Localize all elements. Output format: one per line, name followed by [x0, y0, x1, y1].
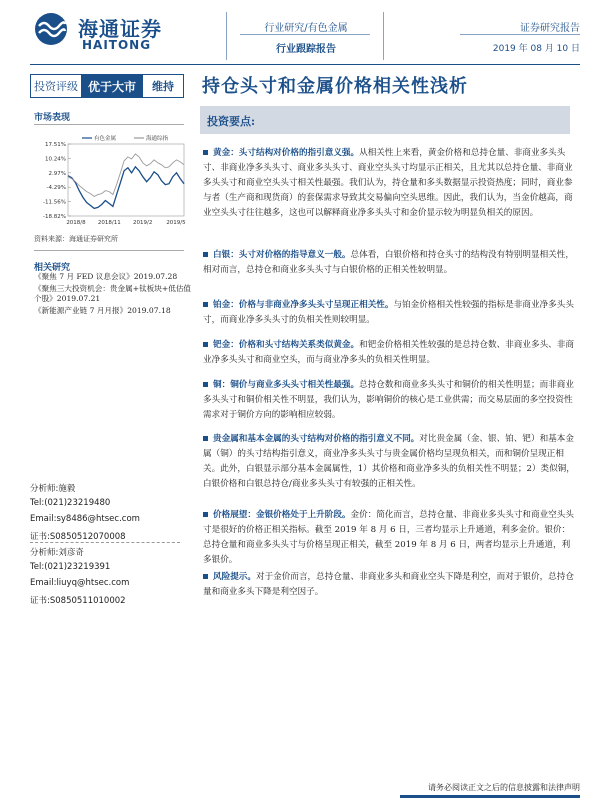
research-label: 证券研究报告 [520, 23, 580, 34]
market-chart [34, 132, 190, 228]
series-line [68, 154, 184, 197]
report-category: 行业研究/有色金属 [264, 23, 348, 34]
keypoint-head: 钯金：价格和头寸结构关系类似黄金。 [213, 340, 360, 350]
x-tick-label: 2019/5 [166, 220, 186, 226]
analyst-divider [30, 542, 180, 543]
sidebar-rule [34, 250, 184, 251]
bullet-marker [203, 302, 208, 307]
keypoint-body: 与铂金价格相关性较强的指标是非商业净多头头寸，而商业净多头头寸的负相关性则较明显。 [203, 300, 574, 325]
bullet-marker [203, 342, 208, 347]
keypoint-item [203, 298, 575, 328]
footer-disclaimer: 请务必阅读正文之后的信息披露和法律声明 [428, 783, 580, 792]
keypoint-item [203, 146, 575, 221]
report-date: 2019 年 08 月 10 日 [492, 44, 580, 54]
keypoint-item [203, 338, 575, 368]
market-title: 市场表现 [34, 113, 71, 123]
haitong-logo-icon [34, 12, 68, 46]
header-divider [226, 12, 227, 60]
rating-value: 优于大市 [81, 75, 143, 97]
footer-bar [400, 795, 580, 798]
investment-rating [30, 74, 184, 98]
keypoint-head: 白银：头寸对价格的指导意义一般。 [213, 250, 351, 260]
sidebar-rule [34, 124, 184, 125]
related-title: 相关研究 [34, 263, 71, 273]
bullet-marker [203, 574, 208, 579]
keypoint-head: 风险提示。 [213, 572, 256, 582]
bullet-marker [203, 382, 208, 387]
bullet-marker [203, 436, 208, 441]
legend-label: 海通综指 [146, 136, 169, 142]
keypoint-body: 从相关性上来看，黄金价格和总持仓量、非商业多头头寸、非商业净多头头寸、商业多头头寸、商业空头头寸均显示正相关，且尤其以总持仓量、非商业多头头寸和商业空头头寸相关性最强。我们认为，持仓量和多头数据显示投资热度；同时，商业参与者（生产商和现货商）的套保需求导致其交易偏向空头思维。因此，我们认为，当金价越高，商业空头头寸往往越多，这也可以解释商业净多头头寸和金价显示较为明显负相关的原因。 [203, 148, 573, 218]
x-tick-label: 2019/2 [132, 220, 153, 226]
y-tick-label: 17.51% [45, 142, 66, 148]
keypoint-item [203, 570, 575, 600]
logo-wordmark: 海通证券 [78, 17, 162, 41]
keypoint-body: 金价：简化而言，总持仓量、非商业多头头寸和商业空头头寸是很好的价格正相关指标。截至 2019 年 8 月 6 日，三者均显示上升通道，利多金价。银价：总持仓量和商业多头头寸与价格呈现正相关，截至 2019 年 8 月 6 日，两者均显示上升通道，利多银价。 [203, 510, 574, 565]
page-title: 持仓头寸和金属价格相关性浅析 [202, 76, 468, 97]
market-chart-svg [34, 132, 190, 228]
x-tick-label: 2018/8 [66, 220, 86, 226]
keypoint-head: 铜：铜价与商业多头头寸相关性最强。 [213, 380, 360, 390]
report-type: 行业跟踪报告 [276, 44, 336, 55]
keypoints-band [200, 106, 570, 134]
keypoint-item [203, 378, 575, 423]
analyst-cert: 证书:S0850512070008 [30, 532, 126, 542]
y-tick-label: -18.82% [43, 214, 66, 220]
keypoint-body: 总持仓数和商业多头头寸和铜价的相关性明显；而非商业多头头寸和铜价相关性不明显，我们认为，影响铜价的核心是工业供需；而交易层面的多空投资性需求对于铜价方向的影响相应较弱。 [203, 380, 574, 420]
analyst-name: 分析师:刘彦奇 [30, 548, 84, 558]
keypoints-label: 投资要点: [207, 115, 256, 128]
analyst-email[interactable]: Email:liuyq@htsec.com [30, 578, 130, 588]
related-item[interactable]: 《聚焦三大投资机会：贵金属+钛板块+低估值个股》2019.07.21 [34, 284, 192, 303]
logo-english: HAITONG [82, 38, 152, 52]
analyst-tel: Tel:(021)23219391 [30, 562, 111, 572]
bullet-marker [203, 512, 208, 517]
analyst-name: 分析师:施毅 [30, 484, 76, 494]
y-tick-label: 10.24% [45, 156, 66, 163]
legend-label: 有色金属 [94, 136, 117, 142]
keypoint-body: 总体看，白银价格和持仓头寸的结构没有特别明显相关性，相对而言，总持仓和商业多头头寸与白银价格的正相关性较明显。 [203, 250, 574, 275]
analyst-tel: Tel:(021)23219480 [30, 498, 111, 508]
keypoint-head: 贵金属和基本金属的头寸结构对价格的指引意义不同。 [213, 434, 420, 444]
y-tick-label: -4.29% [46, 185, 66, 192]
keypoint-item [203, 508, 575, 568]
rating-label: 投资评级 [34, 80, 78, 93]
header-divider [383, 12, 384, 60]
chart-frame [68, 144, 184, 216]
keypoint-body: 对于金价而言，总持仓量、非商业多头和商业空头下降是利空，而对于银价，总持仓量和商业多头下降是利空因子。 [203, 572, 574, 597]
rating-tag: 维持 [152, 80, 174, 93]
y-tick-label: -11.56% [43, 199, 66, 206]
header-mid-rule [240, 34, 370, 35]
x-tick-label: 2018/11 [97, 220, 121, 226]
header-right-rule [460, 34, 580, 35]
keypoint-head: 价格展望：金银价格处于上升阶段。 [213, 510, 351, 520]
related-item[interactable]: 《聚焦 7 月 FED 议息会议》2019.07.28 [34, 272, 178, 281]
keypoint-item [203, 248, 575, 278]
series-line [68, 167, 184, 209]
related-item[interactable]: 《新能源产业链 7 月月报》2019.07.18 [34, 306, 171, 315]
keypoint-body: 对比贵金属（金、银、铂、钯）和基本金属（铜）的头寸结构指引意义，商业净多头头寸与贵金属价格均呈现负相关，而和铜价呈现正相关。此外，白银显示部分基本金属属性，1）其价格和商业净多头的负相关性不明显；2）类似铜，白银价格和白银总持仓/商业多头头寸有较强的正相关性。 [203, 434, 575, 489]
header-rule [30, 64, 580, 65]
analyst-email[interactable]: Email:sy8486@htsec.com [30, 514, 140, 524]
y-tick-label: 2.97% [48, 170, 66, 177]
keypoint-item [203, 432, 575, 492]
keypoint-body: 和钯金价格相关性较强的是总持仓数、非商业多头、非商业净多头头寸和商业空头，而与商业净多头的负相关性明显。 [203, 340, 574, 365]
keypoint-head: 黄金：头寸结构对价格的指引意义强。 [213, 148, 360, 158]
bullet-marker [203, 150, 208, 155]
bullet-marker [203, 252, 208, 257]
keypoint-head: 铂金：价格与非商业净多头头寸呈现正相关性。 [213, 300, 394, 310]
chart-source: 资料来源：海通证券研究所 [34, 235, 118, 243]
analyst-cert: 证书:S0850511010002 [30, 596, 126, 606]
